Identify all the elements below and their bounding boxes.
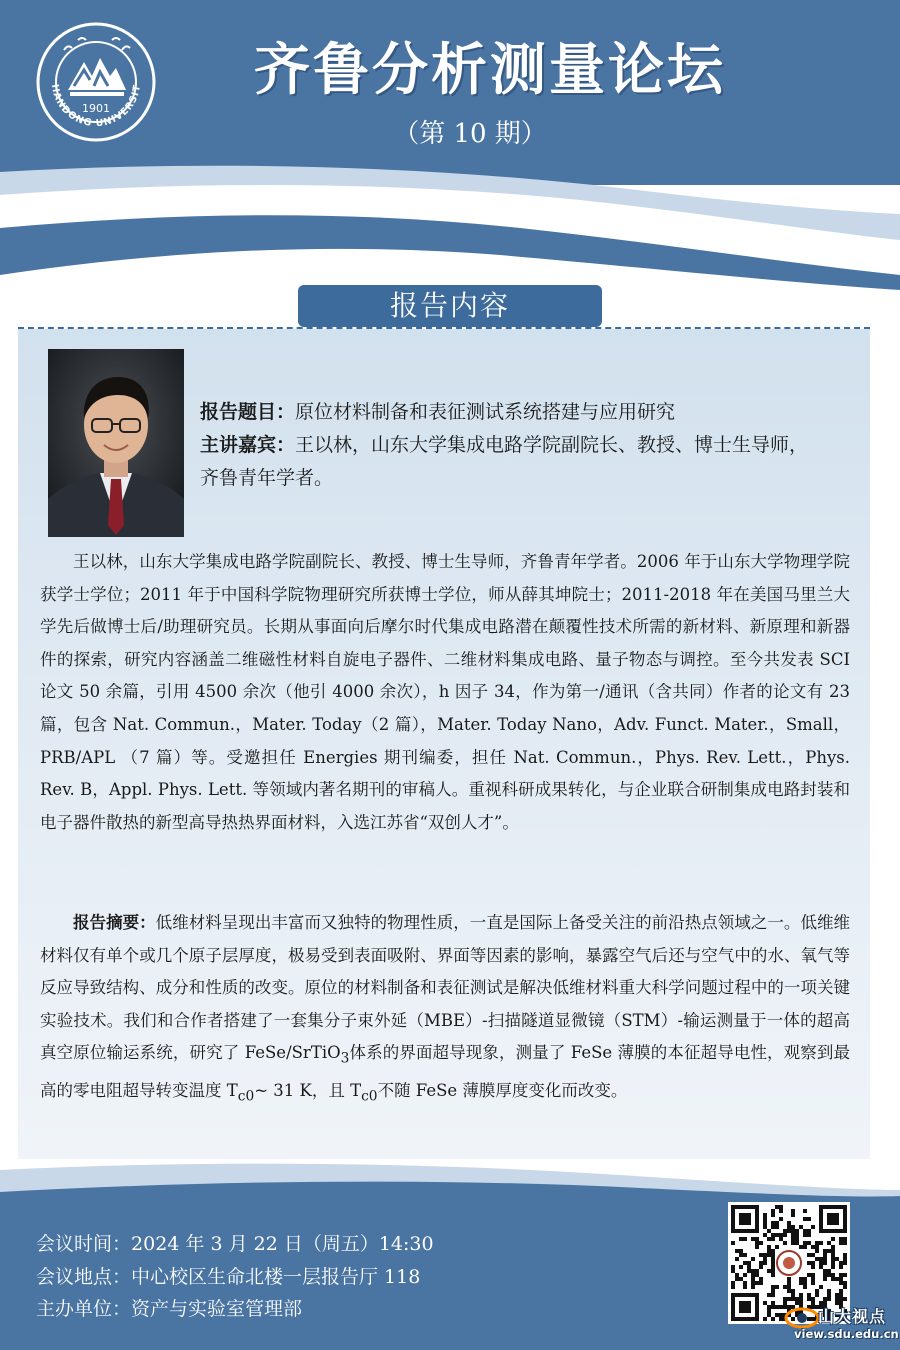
section-title: 报告内容 <box>298 285 602 327</box>
meeting-info <box>36 1228 596 1326</box>
talk-title-value: 原位材料制备和表征测试系统搭建与应用研究 <box>295 401 676 423</box>
meeting-host-label: 主办单位： <box>36 1298 132 1320</box>
meeting-host <box>36 1293 596 1326</box>
meeting-time-value: 2024 年 3 月 22 日（周五）14:30 <box>131 1233 434 1255</box>
section-divider <box>18 327 870 329</box>
meeting-place-value: 中心校区生命北楼一层报告厅 118 <box>131 1265 421 1288</box>
logo-arc-text: HANDONG UNIVERSIT <box>48 83 144 130</box>
talk-info <box>200 396 870 495</box>
speaker-photo <box>48 349 184 537</box>
talk-title-line <box>200 396 870 429</box>
abstract-sub-2: c0 <box>237 1088 255 1105</box>
speaker-line-2: 齐鲁青年学者。 <box>200 467 334 489</box>
page-title: 齐鲁分析测量论坛 <box>254 38 726 103</box>
abstract-text-1: 低维材料呈现出丰富而又独特的物理性质，一直是国际上备受关注的前沿热点领域之一。低维维材料仅有单个或几个原子层厚度，极易受到表面吸附、界面等因素的影响，暴露空气后还与空气中的水、氧气等反应导致结构、成分和性质的改变。原位的材料制备和表征测试是解决低维材料重大科学问题过程中的一项关键实验技术。我们和合作者搭建了一套集分子束外延（MBE）-扫描隧道显微镜（STM）-输运测量于一体的超高真空原位输运系统，研究了 FeSe/SrTiO <box>40 913 851 1063</box>
meeting-host-value: 资产与实验室管理部 <box>131 1298 303 1320</box>
abstract-sub-1: 3 <box>340 1050 350 1067</box>
speaker-value: 王以林，山东大学集成电路学院副院长、教授、博士生导师， <box>295 434 809 456</box>
logo-year: 1901 <box>82 102 110 115</box>
watermark-name: 山大视点 <box>818 1307 887 1326</box>
watermark-url: view.sdu.edu.cn <box>794 1327 899 1341</box>
issue-number: （第 10 期） <box>393 119 547 149</box>
abstract-sub-3: c0 <box>361 1088 378 1105</box>
site-watermark <box>780 1300 900 1346</box>
speaker-label: 主讲嘉宾： <box>200 434 296 456</box>
shandong-university-seal-icon <box>34 20 158 144</box>
meeting-place-label: 会议地点： <box>36 1265 132 1288</box>
abstract-text-2: 体系的界面超导现象，测量了 FeSe 薄膜的本征超导电性，观察到最高的零电阻超导转变温度 T <box>40 1043 850 1101</box>
speaker-line <box>200 429 870 462</box>
abstract-label: 报告摘要： <box>73 913 156 932</box>
meeting-time <box>36 1228 596 1261</box>
talk-title-label: 报告题目： <box>200 401 296 423</box>
speaker-bio: 王以林，山东大学集成电路学院副院长、教授、博士生导师，齐鲁青年学者。2006 年于山东大学物理学院获学士学位；2011 年于中国科学院物理研究所获博士学位，师从薛其坤院士；2011-2018 年在美国马里兰大学先后做博士后/助理研究员。长期从事面向后摩尔时代集成电路潜在颠覆性技术所需的新材料、新原理和新器件的探索，研究内容涵盖二维磁性材料自旋电子器件、二维材料集成电路、量子物态与调控。至今共发表 SCI 论文 50 余篇，引用 4500 余次（他引 4000 余次），h 因子 34，作为第一/通讯（含共同）作者的论文有 23 篇，包含 Nat. Commun.，Mater. Today（2 篇），Mater. Today Nano，Adv. Funct. Mater.，Small，PRB/APL （7 篇）等。受邀担任 Energies 期刊编委，担任 Nat. Commun.，Phys. Rev. Lett.，Phys. Rev. B，Appl. Phys. Lett. 等领域内著名期刊的审稿人。重视科研成果转化，与企业联合研制集成电路封装和电子器件散热的新型高导热热界面材料，入选江苏省“双创人才”。 <box>40 552 850 832</box>
meeting-place <box>36 1261 596 1294</box>
abstract-text-3: ~ 31 K，且 T <box>254 1081 362 1101</box>
meeting-time-label: 会议时间： <box>36 1233 132 1255</box>
talk-abstract <box>40 907 850 1113</box>
abstract-text-4: 不随 FeSe 薄膜厚度变化而改变。 <box>377 1081 628 1101</box>
university-logo <box>34 20 158 144</box>
